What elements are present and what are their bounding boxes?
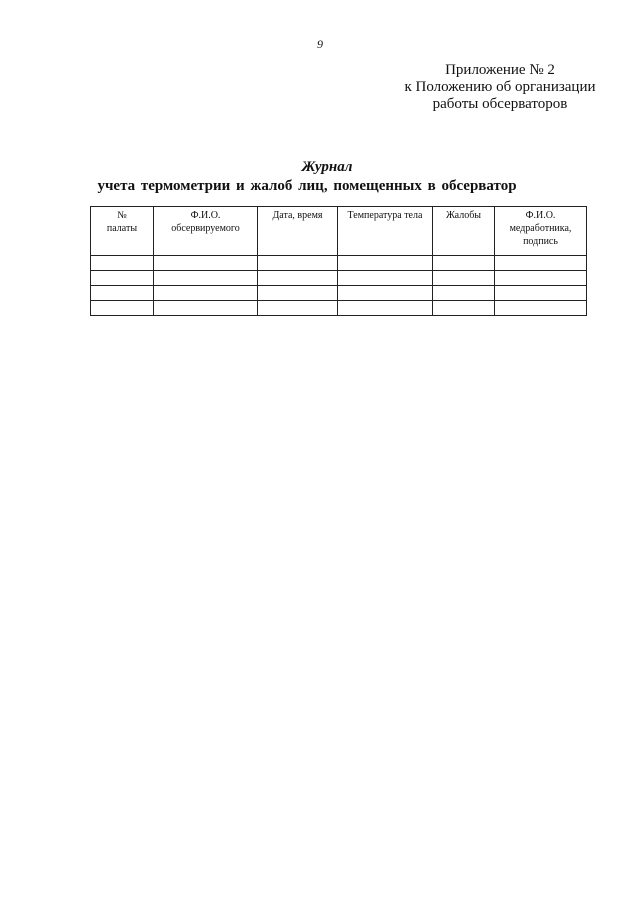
table-cell xyxy=(91,271,154,286)
header-line: палаты xyxy=(106,223,138,234)
column-header-observed-name xyxy=(154,207,258,256)
journal-subtitle: учета термометрии и жалоб лиц, помещенных в обсерватор xyxy=(97,178,517,194)
appendix-line-2: к Положению об организации xyxy=(404,79,596,95)
table-cell xyxy=(258,301,338,316)
table-cell xyxy=(154,301,258,316)
column-header-medic-signature xyxy=(495,207,587,256)
journal-title: Журнал xyxy=(301,159,353,175)
appendix-block xyxy=(380,62,620,113)
table-cell xyxy=(91,301,154,316)
table-cell xyxy=(91,256,154,271)
header-line: подпись xyxy=(523,236,558,247)
header-line: Дата, время xyxy=(272,210,323,221)
appendix-line-3: работы обсерваторов xyxy=(432,96,568,112)
table-cell xyxy=(154,256,258,271)
table-row xyxy=(91,286,587,301)
table-cell xyxy=(338,271,433,286)
table-row xyxy=(91,271,587,286)
table-cell xyxy=(433,271,495,286)
table-cell xyxy=(154,271,258,286)
table-body xyxy=(91,256,587,316)
header-line: Ф.И.О. xyxy=(525,210,556,221)
table-cell xyxy=(495,256,587,271)
header-line: медработника, xyxy=(509,223,572,234)
column-header-complaints xyxy=(433,207,495,256)
table-cell xyxy=(433,286,495,301)
header-line: № xyxy=(117,210,127,221)
column-header-body-temperature xyxy=(338,207,433,256)
table-cell xyxy=(154,286,258,301)
table-header-row xyxy=(91,207,587,256)
table-cell xyxy=(258,271,338,286)
table-cell xyxy=(258,256,338,271)
journal-table xyxy=(90,206,587,316)
table-cell xyxy=(495,301,587,316)
table-cell xyxy=(258,286,338,301)
header-line: Температура тела xyxy=(347,210,423,221)
table-row xyxy=(91,301,587,316)
table-cell xyxy=(433,301,495,316)
header-line: Жалобы xyxy=(445,210,482,221)
appendix-line-1: Приложение № 2 xyxy=(445,62,555,78)
column-header-date-time xyxy=(258,207,338,256)
table-cell xyxy=(495,271,587,286)
table-cell xyxy=(338,256,433,271)
header-line: Ф.И.О. xyxy=(190,210,221,221)
table-cell xyxy=(338,301,433,316)
table-cell xyxy=(433,256,495,271)
table-cell xyxy=(338,286,433,301)
journal-heading xyxy=(0,158,640,196)
table-row xyxy=(91,256,587,271)
page-number: 9 xyxy=(317,37,323,51)
column-header-ward-number xyxy=(91,207,154,256)
table-cell xyxy=(91,286,154,301)
header-line: обсервируемого xyxy=(171,223,240,234)
table-cell xyxy=(495,286,587,301)
